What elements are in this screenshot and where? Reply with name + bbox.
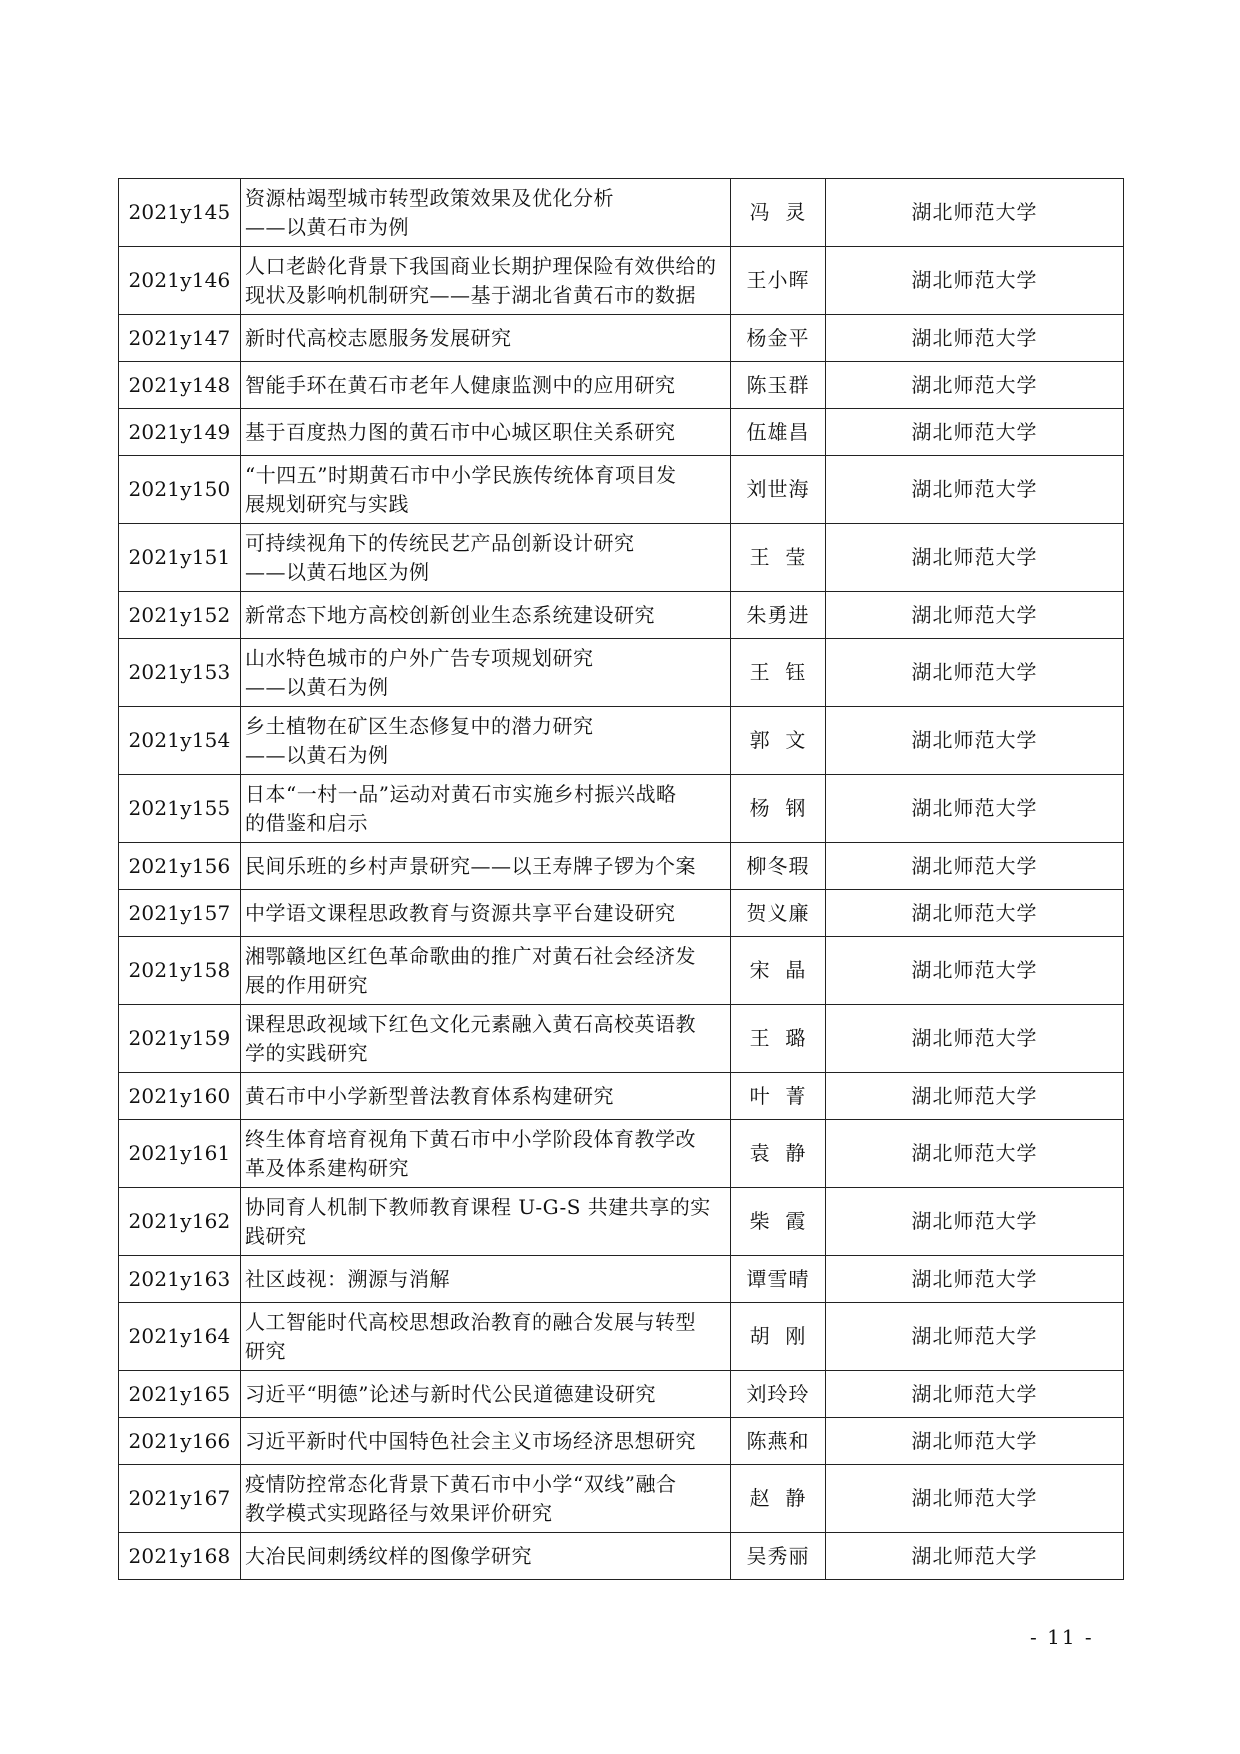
project-leader-cell: 袁 静 [731, 1120, 826, 1188]
project-unit-cell: 湖北师范大学 [826, 890, 1124, 937]
project-code-cell: 2021y151 [119, 524, 241, 592]
project-title-cell [241, 1465, 731, 1533]
project-unit-cell: 湖北师范大学 [826, 1418, 1124, 1465]
project-title-line: 人工智能时代高校思想政治教育的融合发展与转型 [245, 1309, 696, 1334]
project-title-line: “十四五”时期黄石市中小学民族传统体育项目发 [245, 462, 677, 487]
project-unit-cell: 湖北师范大学 [826, 707, 1124, 775]
project-title-cell [241, 639, 731, 707]
project-unit-cell: 湖北师范大学 [826, 1371, 1124, 1418]
project-title-cell [241, 1303, 731, 1371]
table-row [119, 1418, 1124, 1465]
project-leader-cell: 刘世海 [731, 456, 826, 524]
table-row [119, 1533, 1124, 1580]
project-leader-cell: 陈玉群 [731, 362, 826, 409]
project-leader-cell: 吴秀丽 [731, 1533, 826, 1580]
project-unit-cell: 湖北师范大学 [826, 456, 1124, 524]
project-title-cell [241, 775, 731, 843]
project-title-cell [241, 1418, 731, 1465]
project-title-line: 协同育人机制下教师教育课程 U-G-S 共建共享的实 [245, 1194, 711, 1219]
project-title-line: 疫情防控常态化背景下黄石市中小学“双线”融合 [245, 1471, 677, 1496]
project-title-line: 中学语文课程思政教育与资源共享平台建设研究 [245, 900, 676, 925]
table-row [119, 1005, 1124, 1073]
project-title-line: 现状及影响机制研究——基于湖北省黄石市的数据 [245, 282, 696, 307]
project-title-line: 教学模式实现路径与效果评价研究 [245, 1500, 553, 1525]
table-row [119, 1256, 1124, 1303]
project-unit-cell: 湖北师范大学 [826, 524, 1124, 592]
projects-table-body [119, 179, 1124, 1580]
project-title-cell [241, 1120, 731, 1188]
table-row [119, 775, 1124, 843]
project-code-cell: 2021y166 [119, 1418, 241, 1465]
table-row [119, 843, 1124, 890]
project-title-line: 大冶民间刺绣纹样的图像学研究 [245, 1543, 532, 1568]
table-row [119, 1188, 1124, 1256]
table-row [119, 409, 1124, 456]
project-leader-cell: 陈燕和 [731, 1418, 826, 1465]
project-unit-cell: 湖北师范大学 [826, 1073, 1124, 1120]
project-unit-cell: 湖北师范大学 [826, 1533, 1124, 1580]
project-code-cell: 2021y153 [119, 639, 241, 707]
project-title-cell [241, 362, 731, 409]
project-leader-cell: 王小晖 [731, 247, 826, 315]
table-row [119, 1073, 1124, 1120]
project-leader-cell: 谭雪晴 [731, 1256, 826, 1303]
project-title-line: 新常态下地方高校创新创业生态系统建设研究 [245, 602, 655, 627]
table-row [119, 1303, 1124, 1371]
project-title-cell [241, 890, 731, 937]
project-title-cell [241, 1005, 731, 1073]
projects-table [118, 178, 1124, 1580]
project-title-line: 可持续视角下的传统民艺产品创新设计研究 [245, 530, 635, 555]
project-title-line: ——以黄石地区为例 [245, 559, 430, 584]
project-title-cell [241, 843, 731, 890]
project-title-cell [241, 1188, 731, 1256]
project-code-cell: 2021y161 [119, 1120, 241, 1188]
project-unit-cell: 湖北师范大学 [826, 1303, 1124, 1371]
project-title-line: 学的实践研究 [245, 1040, 368, 1065]
project-title-line: 的借鉴和启示 [245, 810, 368, 835]
project-unit-cell: 湖北师范大学 [826, 362, 1124, 409]
project-leader-cell: 伍雄昌 [731, 409, 826, 456]
project-code-cell: 2021y145 [119, 179, 241, 247]
project-code-cell: 2021y160 [119, 1073, 241, 1120]
project-code-cell: 2021y158 [119, 937, 241, 1005]
project-title-line: 展规划研究与实践 [245, 491, 409, 516]
project-code-cell: 2021y154 [119, 707, 241, 775]
project-title-line: 基于百度热力图的黄石市中心城区职住关系研究 [245, 419, 676, 444]
project-leader-cell: 胡 刚 [731, 1303, 826, 1371]
project-title-cell [241, 1533, 731, 1580]
project-leader-cell: 刘玲玲 [731, 1371, 826, 1418]
project-leader-cell: 柴 霞 [731, 1188, 826, 1256]
project-title-cell [241, 1371, 731, 1418]
table-row [119, 890, 1124, 937]
project-leader-cell: 贺义廉 [731, 890, 826, 937]
project-unit-cell: 湖北师范大学 [826, 179, 1124, 247]
project-title-line: 新时代高校志愿服务发展研究 [245, 325, 512, 350]
project-title-line: 社区歧视：溯源与消解 [245, 1266, 450, 1291]
project-code-cell: 2021y148 [119, 362, 241, 409]
project-title-line: ——以黄石为例 [245, 742, 389, 767]
project-code-cell: 2021y159 [119, 1005, 241, 1073]
project-title-line: 智能手环在黄石市老年人健康监测中的应用研究 [245, 372, 676, 397]
project-title-line: 乡土植物在矿区生态修复中的潜力研究 [245, 713, 594, 738]
project-code-cell: 2021y147 [119, 315, 241, 362]
project-code-cell: 2021y146 [119, 247, 241, 315]
project-title-line: 民间乐班的乡村声景研究——以王寿牌子锣为个案 [245, 853, 696, 878]
table-row [119, 1120, 1124, 1188]
table-row [119, 639, 1124, 707]
project-title-line: 终生体育培育视角下黄石市中小学阶段体育教学改 [245, 1126, 696, 1151]
table-row [119, 456, 1124, 524]
project-title-cell [241, 524, 731, 592]
project-code-cell: 2021y162 [119, 1188, 241, 1256]
project-title-cell [241, 937, 731, 1005]
project-unit-cell: 湖北师范大学 [826, 592, 1124, 639]
project-code-cell: 2021y168 [119, 1533, 241, 1580]
project-title-cell [241, 456, 731, 524]
project-unit-cell: 湖北师范大学 [826, 1120, 1124, 1188]
table-row [119, 315, 1124, 362]
table-row [119, 592, 1124, 639]
table-row [119, 247, 1124, 315]
project-leader-cell: 宋 晶 [731, 937, 826, 1005]
project-title-line: 日本“一村一品”运动对黄石市实施乡村振兴战略 [245, 781, 677, 806]
project-title-cell [241, 592, 731, 639]
table-row [119, 707, 1124, 775]
project-code-cell: 2021y157 [119, 890, 241, 937]
project-title-line: ——以黄石为例 [245, 674, 389, 699]
project-title-line: 习近平新时代中国特色社会主义市场经济思想研究 [245, 1428, 696, 1453]
project-leader-cell: 王 璐 [731, 1005, 826, 1073]
project-leader-cell: 柳冬瑕 [731, 843, 826, 890]
project-leader-cell: 王 钰 [731, 639, 826, 707]
project-title-line: 资源枯竭型城市转型政策效果及优化分析 [245, 185, 614, 210]
project-unit-cell: 湖北师范大学 [826, 1256, 1124, 1303]
project-title-line: 黄石市中小学新型普法教育体系构建研究 [245, 1083, 614, 1108]
table-row [119, 179, 1124, 247]
project-title-cell [241, 409, 731, 456]
project-leader-cell: 叶 菁 [731, 1073, 826, 1120]
project-unit-cell: 湖北师范大学 [826, 843, 1124, 890]
project-title-line: 湘鄂赣地区红色革命歌曲的推广对黄石社会经济发 [245, 943, 696, 968]
project-title-line: 人口老龄化背景下我国商业长期护理保险有效供给的 [245, 253, 717, 278]
project-title-line: ——以黄石市为例 [245, 214, 409, 239]
project-unit-cell: 湖北师范大学 [826, 1465, 1124, 1533]
table-row [119, 1465, 1124, 1533]
project-code-cell: 2021y150 [119, 456, 241, 524]
table-row [119, 937, 1124, 1005]
project-code-cell: 2021y167 [119, 1465, 241, 1533]
project-title-cell [241, 179, 731, 247]
project-title-line: 展的作用研究 [245, 972, 368, 997]
project-leader-cell: 杨 钢 [731, 775, 826, 843]
project-code-cell: 2021y155 [119, 775, 241, 843]
project-code-cell: 2021y156 [119, 843, 241, 890]
project-leader-cell: 杨金平 [731, 315, 826, 362]
project-leader-cell: 王 莹 [731, 524, 826, 592]
project-title-line: 山水特色城市的户外广告专项规划研究 [245, 645, 594, 670]
project-title-line: 革及体系建构研究 [245, 1155, 409, 1180]
project-title-cell [241, 707, 731, 775]
table-row [119, 524, 1124, 592]
project-unit-cell: 湖北师范大学 [826, 1005, 1124, 1073]
project-title-cell [241, 1256, 731, 1303]
project-unit-cell: 湖北师范大学 [826, 315, 1124, 362]
project-title-cell [241, 247, 731, 315]
project-unit-cell: 湖北师范大学 [826, 247, 1124, 315]
page-number: - 11 - [1030, 1625, 1094, 1649]
project-title-cell [241, 1073, 731, 1120]
project-leader-cell: 赵 静 [731, 1465, 826, 1533]
project-leader-cell: 郭 文 [731, 707, 826, 775]
project-code-cell: 2021y164 [119, 1303, 241, 1371]
project-title-line: 习近平“明德”论述与新时代公民道德建设研究 [245, 1381, 656, 1406]
project-code-cell: 2021y165 [119, 1371, 241, 1418]
project-leader-cell: 冯 灵 [731, 179, 826, 247]
project-unit-cell: 湖北师范大学 [826, 775, 1124, 843]
project-unit-cell: 湖北师范大学 [826, 409, 1124, 456]
project-title-cell [241, 315, 731, 362]
project-title-line: 研究 [245, 1338, 286, 1363]
project-unit-cell: 湖北师范大学 [826, 639, 1124, 707]
project-code-cell: 2021y152 [119, 592, 241, 639]
project-unit-cell: 湖北师范大学 [826, 937, 1124, 1005]
project-leader-cell: 朱勇进 [731, 592, 826, 639]
project-unit-cell: 湖北师范大学 [826, 1188, 1124, 1256]
project-code-cell: 2021y149 [119, 409, 241, 456]
project-title-line: 课程思政视域下红色文化元素融入黄石高校英语教 [245, 1011, 696, 1036]
project-title-line: 践研究 [245, 1223, 307, 1248]
table-row [119, 1371, 1124, 1418]
table-row [119, 362, 1124, 409]
project-code-cell: 2021y163 [119, 1256, 241, 1303]
